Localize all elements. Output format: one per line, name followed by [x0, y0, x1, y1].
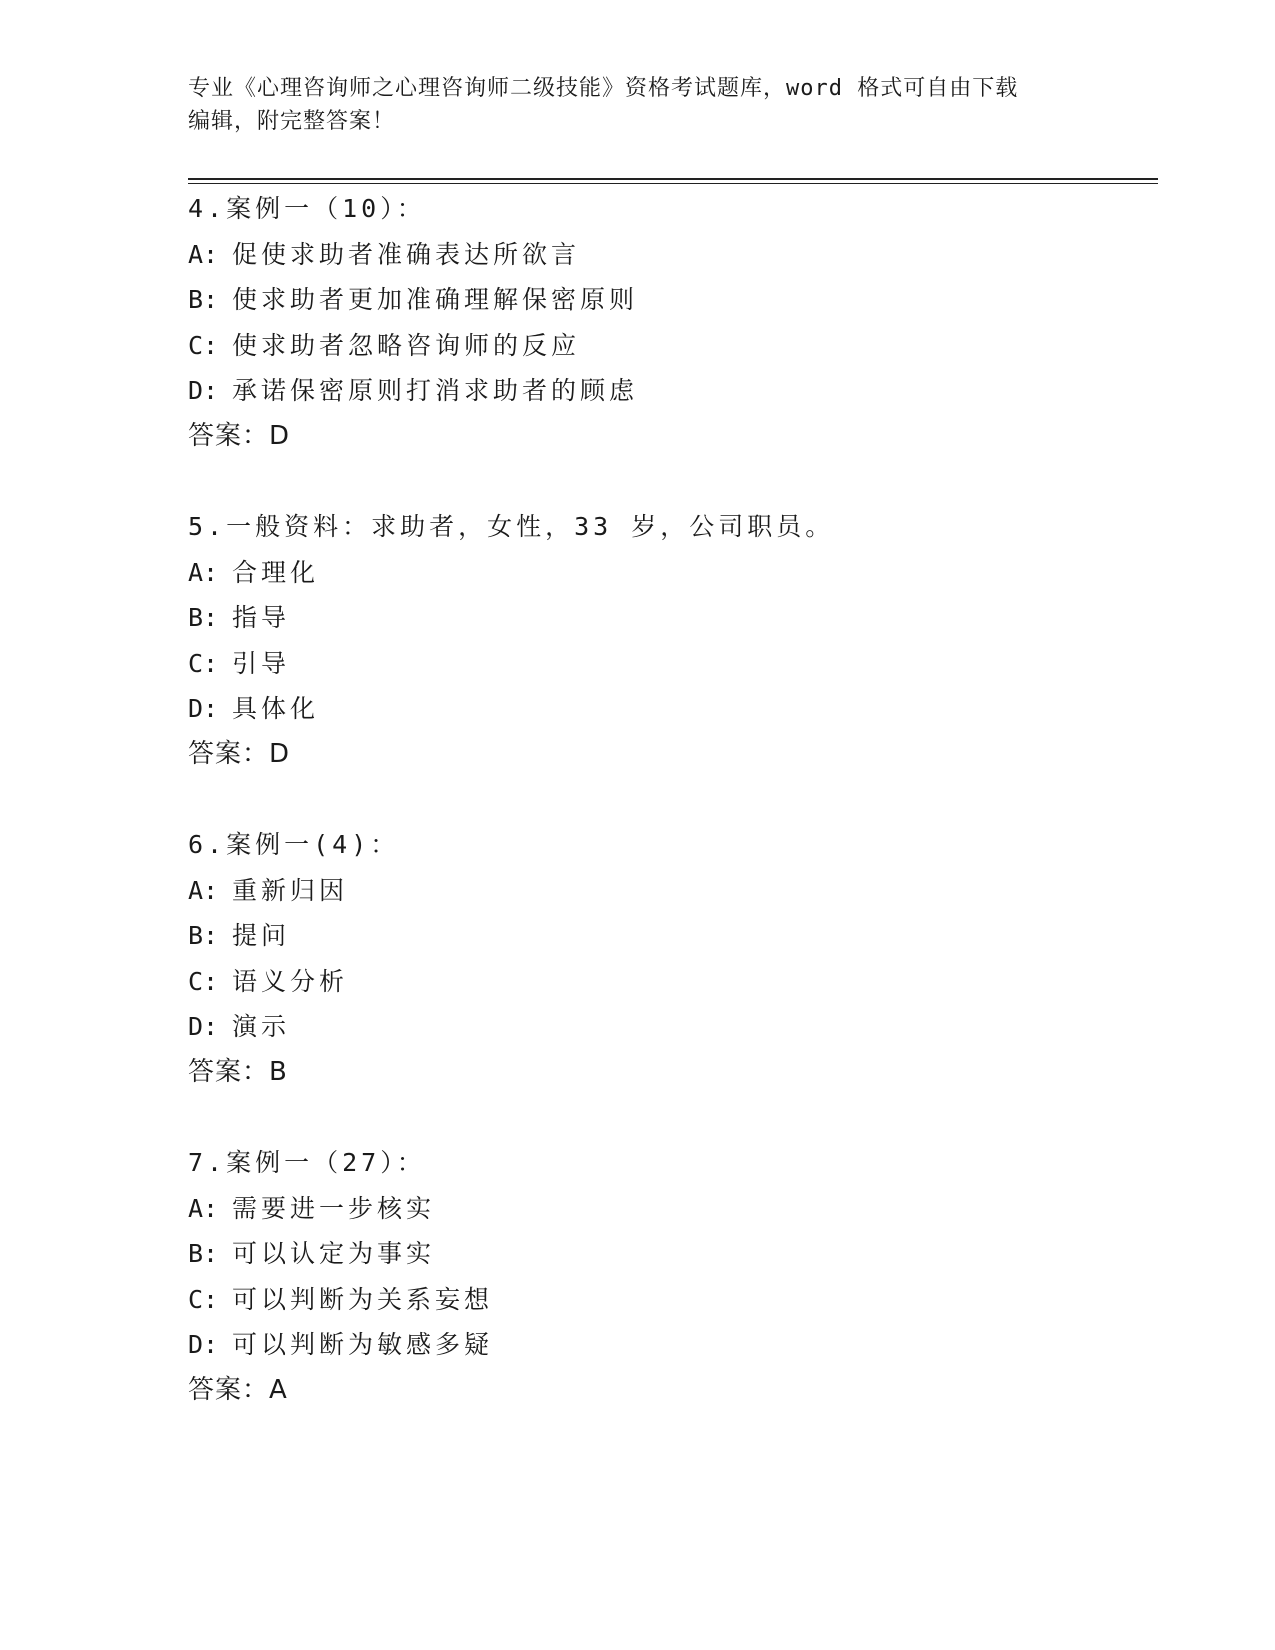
option-letter: A: — [188, 239, 219, 269]
header-divider-thick — [188, 178, 1158, 180]
option-text: 合理化 — [232, 557, 320, 587]
question-block-4 — [188, 186, 1088, 459]
option-text: 使求助者忽略咨询师的反应 — [232, 330, 581, 360]
header-divider-thin — [188, 183, 1158, 184]
option-text: 可以判断为关系妄想 — [232, 1284, 494, 1314]
option-text: 具体化 — [232, 694, 320, 723]
option-d — [188, 1004, 1088, 1050]
option-text: 指导 — [232, 603, 291, 632]
option-letter: D: — [188, 694, 219, 723]
question-title: 5.一般资料：求助者，女性，33 岁，公司职员。 — [188, 512, 835, 541]
question-block-6 — [188, 822, 1088, 1095]
header-line-1: 专业《心理咨询师之心理咨询师二级技能》资格考试题库，word 格式可自由下载 — [188, 76, 1019, 101]
option-b — [188, 277, 1088, 323]
option-text: 提问 — [232, 921, 291, 950]
option-d — [188, 1322, 1088, 1368]
option-c — [188, 323, 1088, 369]
option-b — [188, 595, 1088, 641]
question-block-7 — [188, 1140, 1088, 1413]
answer-line: 答案：A — [188, 1374, 288, 1405]
option-letter: B: — [188, 603, 219, 632]
option-letter: C: — [188, 966, 219, 996]
option-letter: B: — [188, 285, 219, 314]
option-text: 引导 — [232, 648, 291, 678]
option-letter: D: — [188, 1330, 219, 1359]
option-a — [188, 232, 1088, 278]
option-d — [188, 368, 1088, 414]
option-b — [188, 1231, 1088, 1277]
answer-line: 答案：D — [188, 420, 291, 451]
option-text: 可以判断为敏感多疑 — [232, 1330, 494, 1359]
option-text: 演示 — [232, 1012, 291, 1041]
option-a — [188, 1186, 1088, 1232]
option-a — [188, 550, 1088, 596]
option-text: 需要进一步核实 — [232, 1193, 436, 1223]
option-letter: C: — [188, 1284, 219, 1314]
option-letter: B: — [188, 921, 219, 950]
answer-line: 答案：B — [188, 1056, 288, 1087]
option-letter: B: — [188, 1239, 219, 1268]
question-title: 6.案例一(4)： — [188, 830, 400, 859]
option-c — [188, 641, 1088, 687]
option-c — [188, 1277, 1088, 1323]
option-letter: D: — [188, 1012, 219, 1041]
header-line-2: 编辑，附完整答案！ — [188, 109, 396, 134]
option-text: 重新归因 — [232, 875, 349, 905]
option-letter: C: — [188, 648, 219, 678]
option-letter: C: — [188, 330, 219, 360]
option-letter: A: — [188, 1193, 219, 1223]
option-text: 语义分析 — [232, 966, 349, 996]
document-header — [188, 72, 1078, 138]
option-text: 可以认定为事实 — [232, 1239, 436, 1268]
option-c — [188, 959, 1088, 1005]
question-title: 7.案例一（27）： — [188, 1148, 426, 1177]
option-letter: A: — [188, 557, 219, 587]
option-letter: D: — [188, 376, 219, 405]
question-title: 4.案例一（10）： — [188, 194, 426, 223]
option-a — [188, 868, 1088, 914]
option-text: 承诺保密原则打消求助者的顾虑 — [232, 376, 639, 405]
answer-line: 答案：D — [188, 738, 291, 769]
option-d — [188, 686, 1088, 732]
option-text: 促使求助者准确表达所欲言 — [232, 239, 581, 269]
option-b — [188, 913, 1088, 959]
option-letter: A: — [188, 875, 219, 905]
option-text: 使求助者更加准确理解保密原则 — [232, 285, 639, 314]
question-block-5 — [188, 504, 1088, 777]
